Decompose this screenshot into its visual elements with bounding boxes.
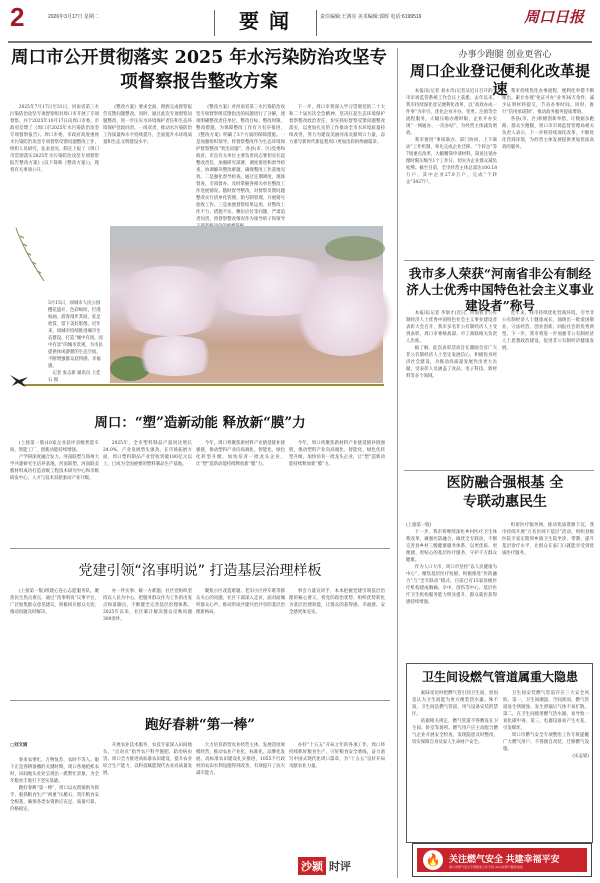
honor-col1 <box>406 310 497 466</box>
paragraph: 我市持续优化办事流程，便利化举措不断推出。累计办理“免证可办”业务36万余件，减少证明材料提交，节省办事时间。同时，推行“信用承诺制”，推动政务服务提质增效。 <box>502 89 594 115</box>
paragraph: 大力培育新型农业经营主体，发展适度规模经营，推动农业产业化、标准化、品牌化发展。高标准农田建设扎实推进，1055个行政村的农田水利设施得到改善，有效提升了抗灾减灾能力。 <box>196 743 285 776</box>
paragraph: 周口市燃气安全专项整治工作专班提醒广大燃气用户，不得擅自改装、迁移燃气设施。 <box>503 733 589 752</box>
paragraph: 聚焦小区改造难题、老旧小区停车难等群众关心的问题，社区干部深入走访，面对面倾听群众心声，推动形成共建共治共享的基层治理新格局。 <box>196 589 285 615</box>
party-col2 <box>103 588 192 692</box>
paragraph: (上接第一版)10家企业获评省级智能车间、智能工厂，创新动能持续增强。 <box>10 441 99 453</box>
lead-article-col4 <box>289 104 385 222</box>
paragraph: 依据相关规定，燃气管道不得敷设在卫生间、卧室等场所。燃气用户应主动配合燃气企业开展安全检查，发现隐患及时整改，切实保障自身及家人生命财产安全。 <box>412 719 498 745</box>
paragraph: 开展农业技术服务，农技专家深入田间地头，“点对点”指导农户科学施肥、防治病虫害。周口全力推进高标准农田建设，提升农业综合生产能力，以科技赋能现代农业高质量发展。 <box>103 743 192 776</box>
party-col3 <box>196 588 285 692</box>
issue-date: 2026年3月17日 星期二 <box>48 14 99 20</box>
paragraph: 办一件实事、解一方难题，社区党组织坚持以人民为中心，把服务群众作为工作的出发点和落脚点，不断健全完善基层治理体系。2025年以来，社区累计解决群众反映问题300余件。 <box>103 589 192 622</box>
paragraph: 2025年，全市塑料制品产量同比增长24.0%，产业发展势头强劲。在市场拓展方面，周口塑料制品产业营收突破180亿元以上，已成为全国重要的塑料制品生产基地。 <box>103 441 192 467</box>
paragraph: 《整改方案》对河南省第三水污染防治攻坚专项督察组反馈指出的问题进行了分解，逐项明确整改责任单位、整改目标、整改时限、整改措施，为保障整改工作有力有序推进，《整改方案》明确了3个方面的保障措施。一是加强组织领导。将督察整改作为生态环境保护督察整改“突出问题”，各县(市、区)党委和政府、市直有关单位主要负责同志要切实扛起整改责任，加强研究部署，调度推进和督导检查，协调解决整改难题，确保整改工作落地见效。二是强化督导检查。通过定期调度、现场督查、专项督办、及时掌握各相关单位整改工作进展情况。随时督导整改，对督察反馈问题整改实行清单化管理、销号制管理，开展销号验收工作。三是加强督察结果运用。对整改工作不力、措施不实、敷衍应付等问题，严肃追责问责，将督察整改情况作为领导班子和领导 <box>196 105 285 222</box>
section-title: 要闻 <box>239 9 299 33</box>
cherry-blossom-photo <box>110 226 383 383</box>
plastic-col2 <box>103 440 192 542</box>
gas-safety-banner <box>412 843 592 877</box>
paragraph: 素昧受访时把燃气管引到卫生间，原因是认为卫生间能为更方便装热水器。殊不知，卫生间是燃气管道、用气设备安装的禁区。 <box>412 691 498 717</box>
column-tag-label: 时评 <box>329 860 351 873</box>
paragraph: 近年来，我市持续优化营商环境，引导非公有制经济人士健康成长，涌现出一批爱国敬业、守法经营、创业创新、回报社会的优秀典型。下一步，我市将进一步加强非公有制经济人士思想政治建设，促进非公有制经济健康发展。 <box>502 311 594 351</box>
plastic-col1 <box>10 440 99 542</box>
paragraph: 今年，周口将聚焦新材料产业链延链补链强链，推动塑料产业向高端化、智能化、绿色化转型升级，加快培育一批龙头企业，让“塑”造新动能持续释放新“膜”力。 <box>196 441 285 467</box>
continued-note: (上接第一版) <box>406 523 432 528</box>
honor-headline: 我市多人荣获“河南省非公有制经济人士优秀中国特色社会主义事业建设者”称号 <box>406 266 594 313</box>
medical-headline: 医防融合强根基 全专联动惠民生 <box>446 475 564 510</box>
medical-col2 <box>502 522 594 648</box>
lead-article-col2 <box>103 104 192 222</box>
divider <box>10 548 390 549</box>
gas-headline: 卫生间设燃气管道属重大隐患 <box>421 670 578 684</box>
banner-slogan: 关注燃气安全 共建幸福平安 <box>449 853 560 864</box>
column-divider <box>397 48 398 878</box>
editor-credits: 责任编辑:王鸿亮 美术编辑:郭晖 电话:6199516 <box>320 14 422 20</box>
party-headline: 党建引领“洺事明说” 打造基层治理样板 <box>78 563 322 579</box>
spring-headline: 跑好春耕“第一棒” <box>144 717 256 733</box>
banner-subtext: 周口市燃气安全专项整治工作专班 24小时燃气服务热线 <box>449 864 523 869</box>
honor-col2 <box>502 310 594 466</box>
party-col4 <box>289 588 385 692</box>
willow-branch-illustration <box>14 226 54 286</box>
plastic-col4 <box>289 440 385 542</box>
paragraph: 我市推进“事项联办、部门协同、上下联动”工作机制，率先完成企业迁移、“个转企”等7项重点改革，大幅精简申请材料，简易注销办理时限压缩至1个工作日，切实为企业群众减负松绑。截至目前，全市经营主体总量达100.18万户，其中企业27.9万户，完成“个转企”3427户。 <box>406 138 497 185</box>
spring-col2 <box>103 742 192 878</box>
plastic-headline: 周口：“塑”造新动能 释放新“膜”力 <box>94 415 306 431</box>
paragraph: 今年，周口将聚焦新材料产业链延链补链强链，推动塑料产业向高端化、智能化、绿色化转型升级，加快培育一批龙头企业，让“塑”造新动能持续释放新“膜”力。 <box>289 441 385 467</box>
column-tag <box>298 857 351 875</box>
paragraph: 事会力量宣讲手，本本把握党建引领基层治理的核心要义，将党的政治优势、组织优势转化为基层治理效能，让群众的获得感、幸福感、安全感更加充实。 <box>289 589 385 615</box>
photo-credit: 记者 张志新 通讯员 王佳石 摄 <box>48 371 101 383</box>
flame-icon: 🔥 <box>423 850 443 870</box>
paragraph: 办好“十五五”开局之年的各项工作，周口将持续抓好粮食生产，守好粮食安全底线，奋力谱写中国式现代化周口篇章，为“十五五”良好开局贡献农业力量。 <box>289 743 385 769</box>
paragraph: 下一步，我市将继续深化乡村医疗卫生体系改革，做强医防融合、做优全专联动，不断完善县乡村三级健康服务体系，以更优质、更便捷、更贴心的基层医疗服务，守护千万群众健康。 <box>406 530 497 563</box>
paragraph: 各县(市、区)积极创新举措，让数据多跑路、群众少跑腿，周口市市场监督管理局相关负责人表示，下一步将持续深化改革，不断优化营商环境，为经营主体发展提供更加优质高效的服务。 <box>502 117 594 150</box>
medical-col1 <box>406 522 497 648</box>
spring-col1 <box>10 742 99 878</box>
gas-col2 <box>503 690 589 838</box>
paragraph: 下一步，周口市将深入学习贯彻党的二十大和二十届历次全会精神，坚决扛起生态环境保护督察整改政治责任，切实抓好督察反馈问题整改落实，以更加扎实的工作推动全市水环境质量持续改善，努力为建设美丽河南贡献周口力量，奋力谱写新时代新征程周口更加出彩的绚丽篇章。 <box>289 105 385 145</box>
divider <box>214 10 215 36</box>
newspaper-logo: 周口日报 <box>524 8 585 26</box>
column-tag-name: 沙颍 <box>298 857 326 875</box>
divider <box>404 260 594 261</box>
caption-text: 3月15日，项城市人民公园樱花盛开，色彩缤纷，烂漫如画，游客漫步其间，驻足欣赏，留下美好影像。近年来，项城市持续推进城市生态建设，打造“城中有园、园中有景”的城市景观，为市民提供休闲游憩的生态空间，不断增强群众获得感、幸福感。 <box>48 301 103 369</box>
lead-headline: 周口市公开贯彻落实 2025 年水污染防治攻坚专项督察报告整改方案 <box>11 48 387 92</box>
lead-article-col1 <box>10 104 99 222</box>
byline: □刘文娟 <box>10 743 28 748</box>
paragraph: 本报讯(记者 李瑞才)近日，河南省非公有制经济人士优秀中国特色社会主义事业建设者表彰大会召开，我市多名非公有制经济人士受到表彰，周口市委统战部、市工商联相关负责人出席。 <box>406 311 497 344</box>
paragraph: (上接第一版)组建心连心志愿服务队，聚焦民生热点难点，通过“洺事明说”议事平台，广泛收集群众意见建议，积极回应群众关切，推动问题及时解决。 <box>10 589 99 615</box>
paragraph: 产学研深度融合发力。河南联塑与郑州大学共建研究生培养基地，河南联塑、河南联美膜材料成功打造省级工程技术研究中心和市级研发中心，人才与技术双轮驱动产业升级。 <box>10 455 99 481</box>
divider <box>316 10 317 36</box>
plastic-col3 <box>196 440 285 542</box>
party-col1 <box>10 588 99 692</box>
lead-article-col3 <box>196 104 285 222</box>
business-kicker: 办事少跑腿 创业更省心 <box>458 50 552 60</box>
article-credit: (宋孟斌) <box>572 754 589 759</box>
divider <box>404 470 594 471</box>
photo-caption <box>48 300 104 384</box>
paragraph: 2025年7月17日至31日，河南省第三水污染防治攻坚专项督察组对周口市开展了专项督察。并于2025年10月17日向周口市委、市政府反馈了《周口市2025年水污染防治攻坚专项督察报告》。周口市委、市政府高度重视水污染防治攻坚专项督察反馈问题整改工作，组织人员研究、征求意见，制定上报了《周口市贯彻落实2025年水污染防治攻坚专项督察报告整改方案》(以下简称《整改方案》)，现将有关事项公开。 <box>10 105 99 173</box>
gas-col1 <box>412 690 498 838</box>
paragraph: 据了解，此次表彰活动旨在激励全省广大非公有制经济人士坚定发展信心，积极投身经济社会建设，为推动高质量发展作出更大贡献。受表彰人员涵盖了食品、电子科技、新材料等多个领域。 <box>406 346 497 379</box>
divider <box>10 700 390 701</box>
business-col2 <box>502 88 594 256</box>
spring-col4 <box>289 742 385 852</box>
decorative-rule <box>22 384 384 386</box>
paragraph: 织密医疗服务网，推动优质资源下沉，我市持续开展“万名医师下基层”活动，组织县级医院专家定期到乡镇卫生院坐诊、带教，提升基层诊疗水平，让群众在家门口就能享受到优质医疗服务。 <box>502 523 594 556</box>
page-number: 2 <box>10 2 25 32</box>
paragraph: 卫生间安装燃气管道存在三大安全风险。第一，卫生间潮湿、空间密闭，燃气管道易生锈腐蚀，发生泄漏后气体不易扩散。第二，在卫生间使用燃气热水器，易导致一氧化碳中毒。第三，电器设备易产生火花，引发爆炸。 <box>503 691 589 731</box>
paragraph: 作为人口大市，周口市坚持“以人民健康为中心”，聚焦基层医疗短板，积极推进“医防融合”与“全专联动”模式，目前已有15家县级医疗机构建成胸痛、卒中、创伤等中心，基层医疗卫生机构服务能力明显提升，群众就医获得感持续增强。 <box>406 565 497 605</box>
paragraph: 跑好春耕“第一棒”，周口以农资保供为抓手，狠抓粮食生产“两重”压舱石，筑牢粮食安全根基，确保各类农资供应充足、质量可靠、价格稳定。 <box>10 786 99 812</box>
paragraph: 本报讯(记者 刘永奇)记者从近日召开的全市市场监管系统工作会议上获悉，去年以来，我市持续深化登记便利化改革，以“高效办成一件事”为牵引，优化企业开办、变更、注销等全流程服务，大幅压缩办理时限，企业开办实现“一网通办、一次办结”，为经营主体减负增效。 <box>406 89 497 136</box>
paragraph: 《整改方案》要求全面、彻底完成督察报告反馈问题整改。同时，通过此次专项督察问题整改，进一步压实水环境保护责任和生态环境保护党政同责、一岗双责，推动水污染防治工作质量和水平持续提升，全面提升水环境质量和生态文明建设水平。 <box>103 105 192 145</box>
spring-col3 <box>196 742 285 878</box>
swallow-icon <box>10 373 30 392</box>
paragraph: 春来农事忙，万物复苏，农时不等人。眼下正是春耕备播的关键时期，周口各地抢抓农时，田间地头处处呈现出一派繁忙景象，为全年粮食丰收打下坚实基础。 <box>10 758 99 784</box>
business-col1 <box>406 88 497 256</box>
business-headline: 周口企业登记便利化改革提速 <box>409 62 590 98</box>
masthead-rule <box>8 41 592 43</box>
